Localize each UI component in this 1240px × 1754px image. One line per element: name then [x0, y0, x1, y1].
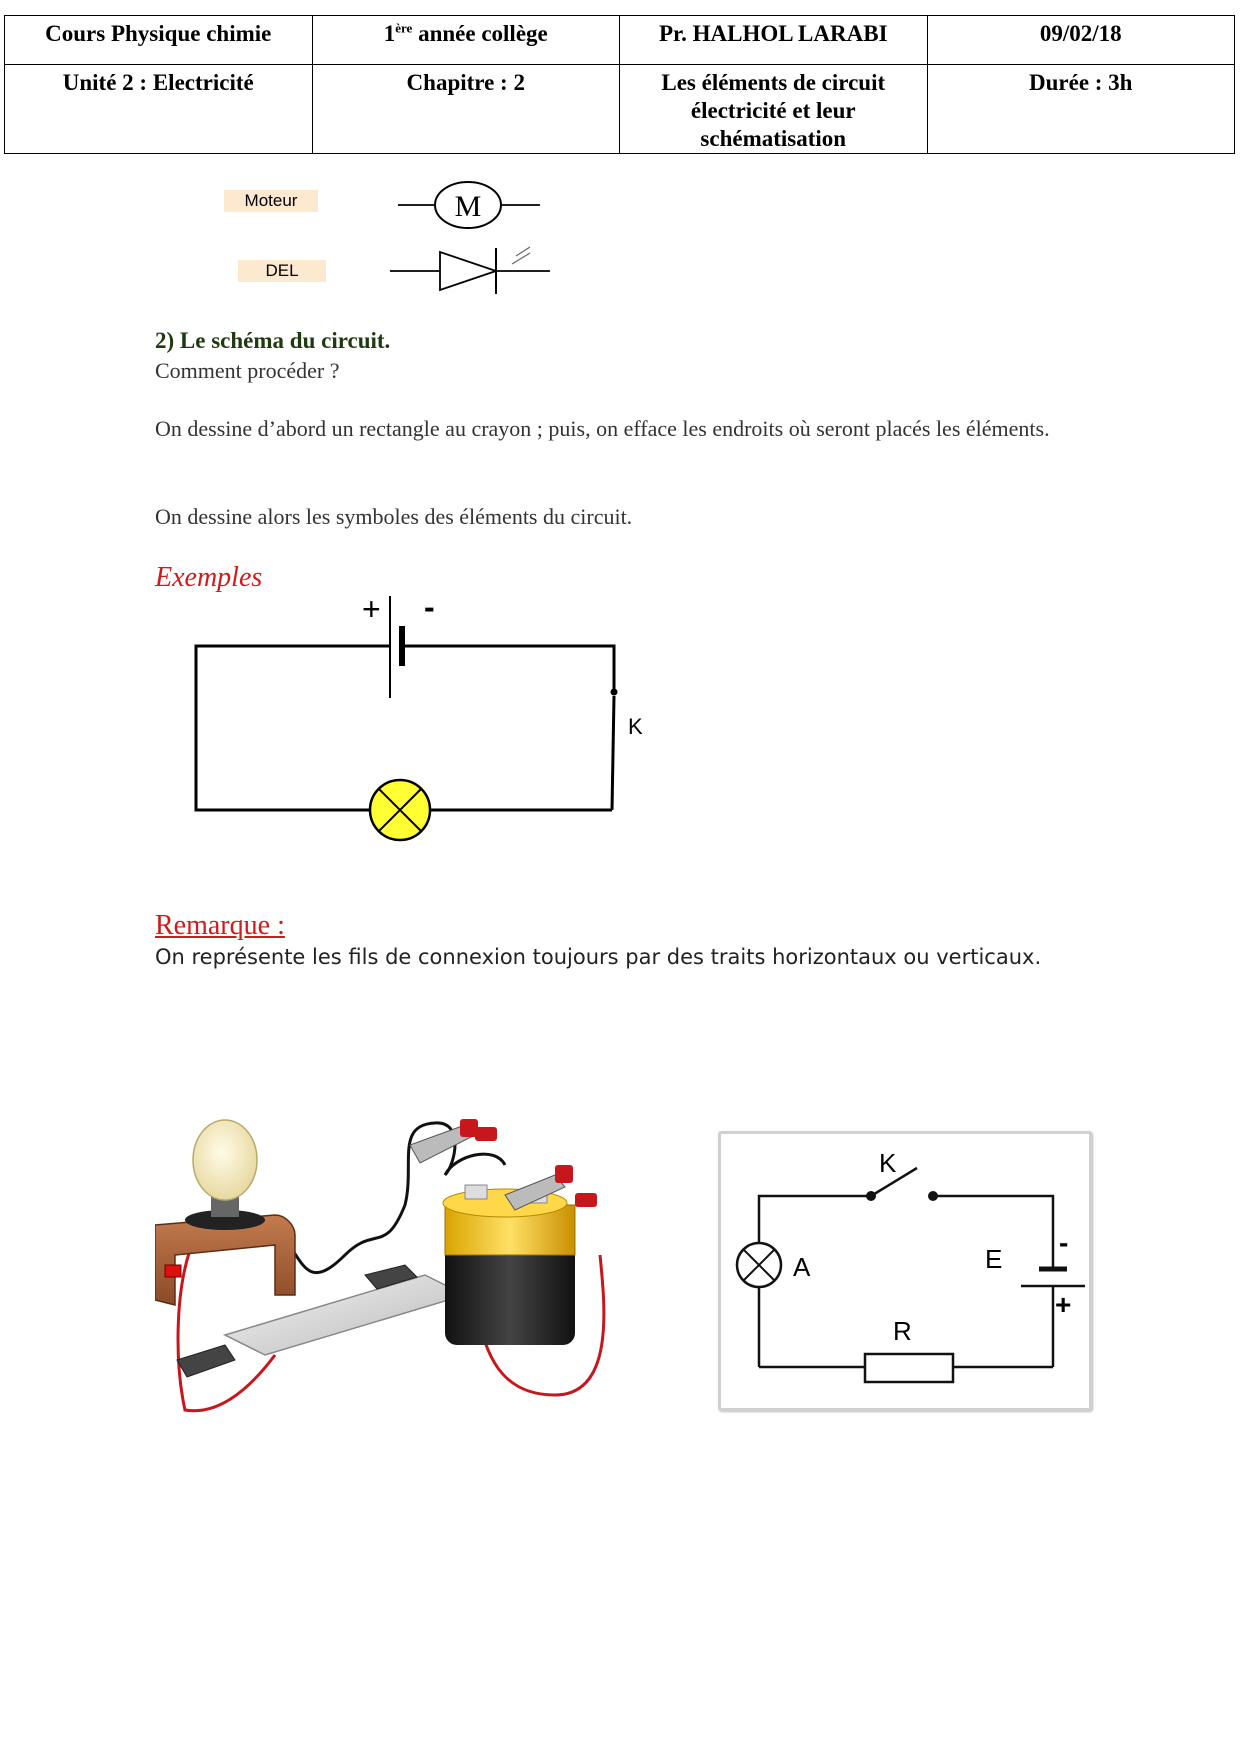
remark-title: Remarque : — [155, 910, 285, 941]
diagram-battery-label: E — [985, 1244, 1003, 1274]
led-label: DEL — [238, 260, 326, 282]
diagram-plus-label: + — [1055, 1289, 1072, 1320]
teacher-name: Pr. HALHOL LARABI — [620, 16, 928, 65]
diagram-minus-label: - — [1059, 1227, 1069, 1258]
course-title: Cours Physique chimie — [5, 16, 313, 65]
examples-title: Exemples — [155, 562, 263, 593]
section-2-title: 2) Le schéma du circuit. — [155, 328, 391, 353]
unit-title: Unité 2 : Electricité — [5, 65, 313, 154]
schematic-diagram-frame — [718, 1131, 1092, 1411]
header-table — [4, 15, 1235, 154]
switch-label: K — [628, 714, 643, 739]
diagram-switch-label: K — [879, 1148, 897, 1178]
section-2-question: Comment procéder ? — [155, 358, 340, 383]
motor-label: Moteur — [224, 190, 318, 212]
example-circuit-diagram — [180, 590, 670, 850]
lesson-topic: Les éléments de circuit électricité et leur schématisation — [620, 65, 928, 154]
motor-symbol — [398, 178, 540, 234]
schematic-diagram — [721, 1134, 1089, 1408]
motor-letter: M — [454, 190, 482, 223]
diagram-resistor-label: R — [893, 1316, 912, 1346]
real-circuit-illustration — [155, 1105, 695, 1425]
course-date: 09/02/18 — [927, 16, 1235, 65]
battery-plus-label: + — [362, 591, 381, 627]
duration: Durée : 3h — [927, 65, 1235, 154]
section-2-paragraph-2: On dessine alors les symboles des éléments du circuit. — [155, 504, 633, 529]
chapter-title: Chapitre : 2 — [312, 65, 620, 154]
battery-minus-label: - — [424, 590, 435, 625]
school-level: 1ère année collège — [312, 16, 620, 65]
led-symbol — [390, 240, 550, 298]
remark-text: On représente les fils de connexion toujours par des traits horizontaux ou verticaux. — [155, 945, 1042, 969]
diagram-lamp-label: A — [793, 1252, 811, 1282]
section-2-paragraph-1: On dessine d’abord un rectangle au crayon ; puis, on efface les endroits où seront placés les éléments. — [155, 416, 1050, 441]
